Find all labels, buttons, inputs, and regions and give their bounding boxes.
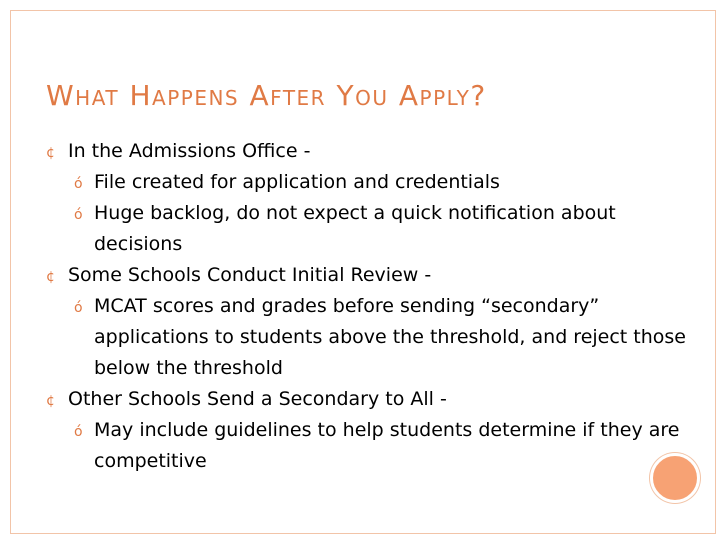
bullet-text: Other Schools Send a Secondary to All - xyxy=(68,388,447,410)
slide-content xyxy=(46,136,686,477)
sub-bullet-icon: ó xyxy=(74,424,83,440)
sub-bullet-item xyxy=(68,198,686,260)
bullet-icon: ¢ xyxy=(46,145,55,161)
bullet-item xyxy=(46,384,686,415)
sub-bullet-text: File created for application and credentials xyxy=(94,171,500,193)
sub-bullet-item xyxy=(68,291,686,384)
sub-bullet-text: Huge backlog, do not expect a quick notification about decisions xyxy=(94,202,616,255)
bullet-icon: ¢ xyxy=(46,269,55,285)
sub-bullet-text: May include guidelines to help students determine if they are competitive xyxy=(94,419,680,472)
sub-bullet-icon: ó xyxy=(74,300,83,316)
bullet-text: In the Admissions Office - xyxy=(68,140,311,162)
bullet-icon: ¢ xyxy=(46,393,55,409)
sub-bullet-icon: ó xyxy=(74,176,83,192)
sub-bullet-icon: ó xyxy=(74,207,83,223)
bullet-text: Some Schools Conduct Initial Review - xyxy=(68,264,432,286)
sub-bullet-item xyxy=(68,415,686,477)
bullet-item xyxy=(46,136,686,167)
sub-bullet-item xyxy=(68,167,686,198)
sub-bullet-text: MCAT scores and grades before sending “secondary” applications to students above the threshold, and reject those below the threshold xyxy=(94,295,686,379)
slide-title: What Happens After You Apply? xyxy=(46,79,487,112)
bullet-item xyxy=(46,260,686,291)
